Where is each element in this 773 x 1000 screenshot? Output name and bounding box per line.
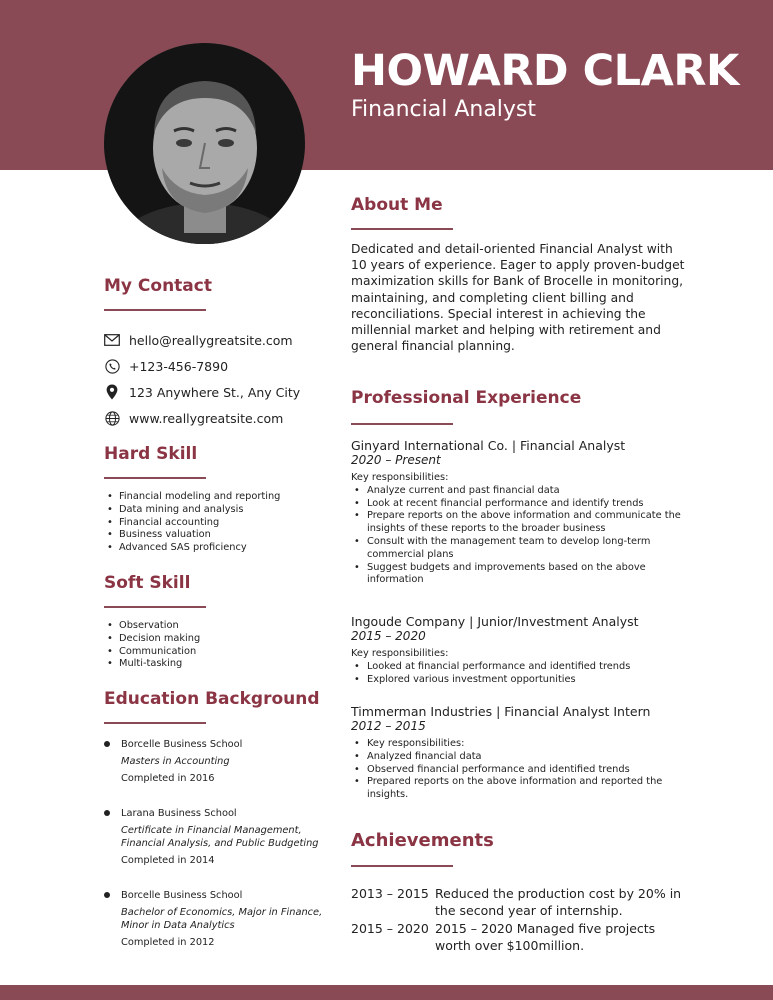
- list-item: • Analyze current and past financial data: [351, 485, 691, 498]
- education-item: [104, 738, 324, 785]
- list-item: • Suggest budgets and improvements based on the above information: [351, 562, 691, 588]
- job-dates: 2020 – Present: [351, 453, 441, 467]
- contact-address-row: [104, 382, 300, 402]
- list-item: • Key responsibilities:: [351, 738, 691, 751]
- education-school: Larana Business School: [121, 808, 237, 819]
- job-dates: 2012 – 2015: [351, 719, 426, 733]
- soft-skill-rule: [104, 606, 206, 608]
- contact-website[interactable]: www.reallygreatsite.com: [129, 410, 284, 426]
- hard-skill-rule: [104, 477, 206, 479]
- experience-heading: Professional Experience: [351, 388, 582, 408]
- achievement-text: 2015 – 2020 Managed five projects worth over $100million.: [435, 921, 656, 953]
- list-item: • Observed financial performance and identified trends: [351, 764, 691, 777]
- job-responsibilities: [351, 738, 691, 802]
- achievements-heading: Achievements: [351, 830, 494, 851]
- education-rule: [104, 722, 206, 724]
- list-item: • Business valuation: [104, 529, 280, 542]
- list-item: • Communication: [104, 646, 200, 659]
- bullet-dot: [104, 810, 110, 816]
- education-degree: Certificate in Financial Management, Financial Analysis, and Public Budgeting: [121, 825, 319, 849]
- phone-icon: [104, 358, 120, 374]
- contact-address: 123 Anywhere St., Any City: [129, 384, 301, 400]
- list-item: • Decision making: [104, 633, 200, 646]
- list-item: • Looked at financial performance and identified trends: [351, 661, 691, 674]
- list-item: • Financial accounting: [104, 517, 280, 530]
- contact-rule: [104, 309, 206, 311]
- education-item: [104, 807, 324, 867]
- list-item: • Prepare reports on the above information and communicate the insights of these reports to the broader business: [351, 510, 691, 536]
- location-pin-icon: [104, 384, 120, 400]
- contact-heading: My Contact: [104, 276, 212, 296]
- job-entry: [351, 438, 691, 587]
- job-entry: [351, 704, 691, 802]
- job-dates: 2015 – 2020: [351, 629, 426, 643]
- job-title: Ginyard International Co. | Financial Analyst: [351, 438, 626, 453]
- job-responsibilities: [351, 485, 691, 587]
- bullet-dot: [104, 892, 110, 898]
- candidate-role: Financial Analyst: [351, 97, 537, 122]
- email-icon: [104, 332, 120, 348]
- education-school: Borcelle Business School: [121, 739, 243, 750]
- achievement-row: [351, 921, 685, 954]
- contact-phone-row: [104, 356, 228, 376]
- list-item: • Analyzed financial data: [351, 751, 691, 764]
- education-degree: Masters in Accounting: [121, 756, 230, 767]
- education-completed: Completed in 2014: [121, 855, 215, 866]
- education-item: [104, 889, 324, 949]
- education-completed: Completed in 2016: [121, 773, 215, 784]
- education-heading: Education Background: [104, 689, 320, 709]
- list-item: • Prepared reports on the above information and reported the insights.: [351, 776, 691, 802]
- hard-skill-list: [104, 491, 280, 555]
- list-item: • Advanced SAS proficiency: [104, 542, 280, 555]
- soft-skill-list: [104, 620, 200, 671]
- soft-skill-heading: Soft Skill: [104, 573, 191, 593]
- achievement-row: [351, 886, 685, 919]
- list-item: • Look at recent financial performance and identify trends: [351, 498, 691, 511]
- footer-band: [0, 985, 773, 1000]
- education-school: Borcelle Business School: [121, 890, 243, 901]
- experience-rule: [351, 423, 453, 425]
- achievement-text: Reduced the production cost by 20% in the second year of internship.: [435, 886, 682, 918]
- about-rule: [351, 228, 453, 230]
- hard-skill-heading: Hard Skill: [104, 444, 198, 464]
- list-item: • Data mining and analysis: [104, 504, 280, 517]
- job-key-label: Key responsibilities:: [351, 472, 449, 483]
- education-completed: Completed in 2012: [121, 937, 215, 948]
- candidate-name: HOWARD CLARK: [351, 46, 739, 96]
- achievements-rule: [351, 865, 453, 867]
- job-title: Timmerman Industries | Financial Analyst Intern: [351, 704, 651, 719]
- contact-email[interactable]: hello@reallygreatsite.com: [129, 332, 293, 348]
- education-degree: Bachelor of Economics, Major in Finance, Minor in Data Analytics: [121, 907, 323, 931]
- contact-phone[interactable]: +123-456-7890: [129, 358, 229, 374]
- job-key-label: Key responsibilities:: [351, 648, 449, 659]
- about-heading: About Me: [351, 195, 443, 215]
- job-title: Ingoude Company | Junior/Investment Analyst: [351, 614, 639, 629]
- about-text: Dedicated and detail-oriented Financial Analyst with 10 years of experience. Eager to apply proven-budget maximization skills for Bank of Brocelle in monitoring, maintaining, and completing client billing and reconciliations. Special interest in achieving the millennial market and helping with retirement and general financial planning.: [351, 242, 685, 354]
- list-item: • Consult with the management team to develop long-term commercial plans: [351, 536, 691, 562]
- contact-email-row: [104, 330, 293, 350]
- bullet-dot: [104, 741, 110, 747]
- achievement-years: 2013 – 2015: [351, 886, 429, 901]
- job-responsibilities: [351, 661, 691, 687]
- achievement-years: 2015 – 2020: [351, 921, 429, 936]
- job-entry: [351, 614, 691, 686]
- list-item: • Observation: [104, 620, 200, 633]
- portrait-image: [104, 43, 305, 244]
- list-item: • Explored various investment opportunities: [351, 674, 691, 687]
- list-item: • Multi-tasking: [104, 658, 200, 671]
- list-item: • Financial modeling and reporting: [104, 491, 280, 504]
- profile-photo: [104, 43, 305, 244]
- contact-website-row: [104, 408, 283, 428]
- globe-icon: [104, 410, 120, 426]
